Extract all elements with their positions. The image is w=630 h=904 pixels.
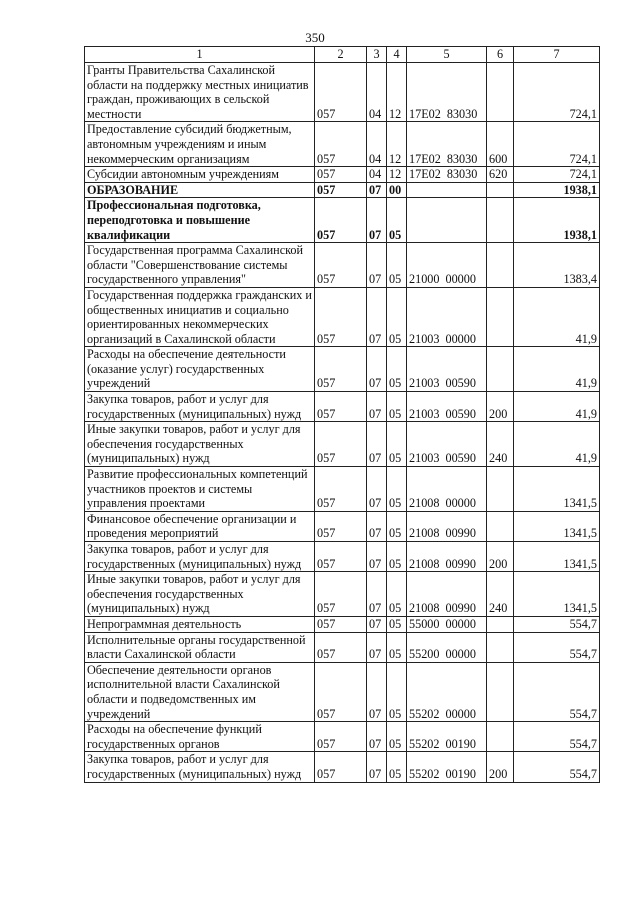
subsection-code-cell: 12 bbox=[387, 167, 407, 183]
section-code-cell: 07 bbox=[367, 752, 387, 782]
ministry-code-cell: 057 bbox=[315, 122, 367, 167]
column-header: 7 bbox=[514, 47, 600, 63]
target-article-direction: 00000 bbox=[445, 647, 476, 662]
ministry-code-cell: 057 bbox=[315, 392, 367, 422]
target-article-direction: 00990 bbox=[445, 601, 476, 616]
expense-type-cell bbox=[487, 243, 514, 288]
section-code-cell: 04 bbox=[367, 122, 387, 167]
amount-cell: 1341,5 bbox=[514, 572, 600, 617]
target-article-cell bbox=[407, 752, 487, 782]
target-article-cell bbox=[407, 632, 487, 662]
column-header: 1 bbox=[85, 47, 315, 63]
amount-cell: 724,1 bbox=[514, 122, 600, 167]
row-name-cell: Профессиональная подготовка, переподготовка и повышение квалификации bbox=[85, 198, 315, 243]
subsection-code-cell: 05 bbox=[387, 467, 407, 512]
target-article-direction: 00590 bbox=[445, 406, 476, 421]
amount-cell: 1938,1 bbox=[514, 198, 600, 243]
subsection-code-cell: 05 bbox=[387, 632, 407, 662]
target-article-cell bbox=[407, 287, 487, 346]
table-row bbox=[85, 122, 600, 167]
expense-type-cell bbox=[487, 662, 514, 721]
target-article-direction: 00000 bbox=[445, 706, 476, 721]
amount-cell: 554,7 bbox=[514, 722, 600, 752]
amount-cell: 554,7 bbox=[514, 662, 600, 721]
table-row bbox=[85, 167, 600, 183]
target-article-program: 21008 bbox=[409, 556, 440, 571]
ministry-code-cell: 057 bbox=[315, 198, 367, 243]
section-code-cell: 07 bbox=[367, 467, 387, 512]
target-article-cell bbox=[407, 572, 487, 617]
column-header: 3 bbox=[367, 47, 387, 63]
table-row bbox=[85, 467, 600, 512]
subsection-code-cell: 05 bbox=[387, 243, 407, 288]
amount-cell: 1383,4 bbox=[514, 243, 600, 288]
ministry-code-cell: 057 bbox=[315, 63, 367, 122]
expense-type-cell: 240 bbox=[487, 422, 514, 467]
row-name-cell: Расходы на обеспечение деятельности (оказание услуг) государственных учреждений bbox=[85, 347, 315, 392]
amount-cell: 554,7 bbox=[514, 616, 600, 632]
expense-type-cell bbox=[487, 722, 514, 752]
table-row bbox=[85, 662, 600, 721]
row-name-cell: Непрограммная деятельность bbox=[85, 616, 315, 632]
table-row bbox=[85, 198, 600, 243]
target-article-direction: 00590 bbox=[445, 451, 476, 466]
amount-cell: 1341,5 bbox=[514, 511, 600, 541]
subsection-code-cell: 05 bbox=[387, 392, 407, 422]
ministry-code-cell: 057 bbox=[315, 752, 367, 782]
target-article-direction: 00000 bbox=[445, 496, 476, 511]
target-article-program: 17Е02 bbox=[409, 106, 441, 121]
section-code-cell: 07 bbox=[367, 347, 387, 392]
target-article-cell bbox=[407, 198, 487, 243]
expense-type-cell bbox=[487, 632, 514, 662]
table-row bbox=[85, 243, 600, 288]
target-article-program: 21003 bbox=[409, 406, 440, 421]
section-code-cell: 07 bbox=[367, 616, 387, 632]
target-article-cell bbox=[407, 422, 487, 467]
row-name-cell: Иные закупки товаров, работ и услуг для обеспечения государственных (муниципальных) нужд bbox=[85, 422, 315, 467]
ministry-code-cell: 057 bbox=[315, 662, 367, 721]
column-header: 6 bbox=[487, 47, 514, 63]
table-row bbox=[85, 752, 600, 782]
subsection-code-cell: 05 bbox=[387, 347, 407, 392]
target-article-program: 17Е02 bbox=[409, 151, 441, 166]
amount-cell: 41,9 bbox=[514, 347, 600, 392]
table-row bbox=[85, 182, 600, 198]
target-article-program: 55200 bbox=[409, 647, 440, 662]
expense-type-cell: 620 bbox=[487, 167, 514, 183]
expense-type-cell bbox=[487, 616, 514, 632]
target-article-direction: 00190 bbox=[445, 766, 476, 781]
target-article-cell bbox=[407, 467, 487, 512]
column-header: 5 bbox=[407, 47, 487, 63]
target-article-program: 55202 bbox=[409, 706, 440, 721]
subsection-code-cell: 12 bbox=[387, 122, 407, 167]
target-article-program: 55202 bbox=[409, 766, 440, 781]
expense-type-cell bbox=[487, 511, 514, 541]
expense-type-cell bbox=[487, 467, 514, 512]
subsection-code-cell: 05 bbox=[387, 198, 407, 243]
section-code-cell: 07 bbox=[367, 182, 387, 198]
ministry-code-cell: 057 bbox=[315, 542, 367, 572]
target-article-cell bbox=[407, 347, 487, 392]
section-code-cell: 07 bbox=[367, 662, 387, 721]
ministry-code-cell: 057 bbox=[315, 243, 367, 288]
target-article-program: 21008 bbox=[409, 601, 440, 616]
section-code-cell: 07 bbox=[367, 511, 387, 541]
ministry-code-cell: 057 bbox=[315, 572, 367, 617]
section-code-cell: 04 bbox=[367, 63, 387, 122]
row-name-cell: Предоставление субсидий бюджетным, автономным учреждениям и иным некоммерческим организациям bbox=[85, 122, 315, 167]
target-article-cell bbox=[407, 63, 487, 122]
subsection-code-cell: 05 bbox=[387, 572, 407, 617]
ministry-code-cell: 057 bbox=[315, 632, 367, 662]
table-row bbox=[85, 511, 600, 541]
ministry-code-cell: 057 bbox=[315, 511, 367, 541]
table-row bbox=[85, 347, 600, 392]
amount-cell: 724,1 bbox=[514, 167, 600, 183]
section-code-cell: 07 bbox=[367, 572, 387, 617]
section-code-cell: 07 bbox=[367, 542, 387, 572]
table-row bbox=[85, 616, 600, 632]
subsection-code-cell: 05 bbox=[387, 542, 407, 572]
target-article-direction: 00990 bbox=[445, 556, 476, 571]
target-article-cell bbox=[407, 122, 487, 167]
expense-type-cell: 200 bbox=[487, 392, 514, 422]
expense-type-cell bbox=[487, 63, 514, 122]
amount-cell: 554,7 bbox=[514, 752, 600, 782]
expense-type-cell bbox=[487, 198, 514, 243]
section-code-cell: 07 bbox=[367, 422, 387, 467]
target-article-direction: 00000 bbox=[445, 272, 476, 287]
expense-type-cell: 600 bbox=[487, 122, 514, 167]
amount-cell: 724,1 bbox=[514, 63, 600, 122]
table-row bbox=[85, 63, 600, 122]
section-code-cell: 07 bbox=[367, 287, 387, 346]
amount-cell: 41,9 bbox=[514, 392, 600, 422]
target-article-program: 55202 bbox=[409, 736, 440, 751]
table-row bbox=[85, 572, 600, 617]
target-article-program: 21003 bbox=[409, 376, 440, 391]
target-article-direction: 83030 bbox=[446, 106, 478, 121]
amount-cell: 1341,5 bbox=[514, 467, 600, 512]
row-name-cell: Иные закупки товаров, работ и услуг для обеспечения государственных (муниципальных) нужд bbox=[85, 572, 315, 617]
target-article-cell bbox=[407, 392, 487, 422]
column-header: 2 bbox=[315, 47, 367, 63]
amount-cell: 1341,5 bbox=[514, 542, 600, 572]
section-code-cell: 07 bbox=[367, 632, 387, 662]
row-name-cell: Расходы на обеспечение функций государственных органов bbox=[85, 722, 315, 752]
expense-type-cell: 200 bbox=[487, 542, 514, 572]
ministry-code-cell: 057 bbox=[315, 167, 367, 183]
target-article-cell bbox=[407, 167, 487, 183]
row-name-cell: Закупка товаров, работ и услуг для государственных (муниципальных) нужд bbox=[85, 542, 315, 572]
section-code-cell: 07 bbox=[367, 392, 387, 422]
subsection-code-cell: 05 bbox=[387, 752, 407, 782]
target-article-cell bbox=[407, 182, 487, 198]
expense-type-cell bbox=[487, 287, 514, 346]
table-row bbox=[85, 392, 600, 422]
budget-table bbox=[84, 46, 600, 783]
target-article-program: 17Е02 bbox=[409, 167, 441, 182]
subsection-code-cell: 05 bbox=[387, 511, 407, 541]
section-code-cell: 07 bbox=[367, 722, 387, 752]
row-name-cell: Развитие профессиональных компетенций участников проектов и системы управления проектами bbox=[85, 467, 315, 512]
amount-cell: 41,9 bbox=[514, 287, 600, 346]
target-article-program: 21000 bbox=[409, 272, 440, 287]
section-code-cell: 07 bbox=[367, 243, 387, 288]
row-name-cell: Исполнительные органы государственной власти Сахалинской области bbox=[85, 632, 315, 662]
subsection-code-cell: 05 bbox=[387, 422, 407, 467]
header-row bbox=[85, 47, 600, 63]
target-article-program: 21003 bbox=[409, 331, 440, 346]
table-row bbox=[85, 632, 600, 662]
subsection-code-cell: 05 bbox=[387, 662, 407, 721]
section-code-cell: 04 bbox=[367, 167, 387, 183]
page-number: 350 bbox=[305, 30, 325, 45]
target-article-cell bbox=[407, 722, 487, 752]
target-article-cell bbox=[407, 243, 487, 288]
row-name-cell: Закупка товаров, работ и услуг для государственных (муниципальных) нужд bbox=[85, 392, 315, 422]
subsection-code-cell: 12 bbox=[387, 63, 407, 122]
target-article-direction: 00000 bbox=[445, 616, 476, 631]
row-name-cell: Государственная поддержка гражданских и общественных инициатив и социально ориентированных некоммерческих организаций в Сахалинской области bbox=[85, 287, 315, 346]
target-article-program: 21003 bbox=[409, 451, 440, 466]
table-row bbox=[85, 422, 600, 467]
target-article-direction: 00190 bbox=[445, 736, 476, 751]
expense-type-cell: 200 bbox=[487, 752, 514, 782]
ministry-code-cell: 057 bbox=[315, 422, 367, 467]
column-header: 4 bbox=[387, 47, 407, 63]
row-name-cell: Государственная программа Сахалинской области "Совершенствование системы государственного управления" bbox=[85, 243, 315, 288]
amount-cell: 554,7 bbox=[514, 632, 600, 662]
target-article-cell bbox=[407, 511, 487, 541]
target-article-program: 55000 bbox=[409, 616, 440, 631]
target-article-direction: 83030 bbox=[446, 151, 478, 166]
ministry-code-cell: 057 bbox=[315, 616, 367, 632]
expense-type-cell bbox=[487, 182, 514, 198]
ministry-code-cell: 057 bbox=[315, 722, 367, 752]
target-article-program: 21008 bbox=[409, 526, 440, 541]
subsection-code-cell: 05 bbox=[387, 722, 407, 752]
ministry-code-cell: 057 bbox=[315, 182, 367, 198]
target-article-direction: 83030 bbox=[446, 167, 478, 182]
row-name-cell: Субсидии автономным учреждениям bbox=[85, 167, 315, 183]
amount-cell: 1938,1 bbox=[514, 182, 600, 198]
ministry-code-cell: 057 bbox=[315, 347, 367, 392]
ministry-code-cell: 057 bbox=[315, 287, 367, 346]
expense-type-cell: 240 bbox=[487, 572, 514, 617]
target-article-cell bbox=[407, 616, 487, 632]
row-name-cell: ОБРАЗОВАНИЕ bbox=[85, 182, 315, 198]
row-name-cell: Гранты Правительства Сахалинской области на поддержку местных инициатив граждан, проживающих в сельской местности bbox=[85, 63, 315, 122]
target-article-program: 21008 bbox=[409, 496, 440, 511]
target-article-cell bbox=[407, 662, 487, 721]
target-article-direction: 00590 bbox=[445, 376, 476, 391]
target-article-cell bbox=[407, 542, 487, 572]
target-article-direction: 00990 bbox=[445, 526, 476, 541]
subsection-code-cell: 05 bbox=[387, 616, 407, 632]
target-article-direction: 00000 bbox=[445, 331, 476, 346]
subsection-code-cell: 05 bbox=[387, 287, 407, 346]
subsection-code-cell: 00 bbox=[387, 182, 407, 198]
section-code-cell: 07 bbox=[367, 198, 387, 243]
row-name-cell: Закупка товаров, работ и услуг для государственных (муниципальных) нужд bbox=[85, 752, 315, 782]
ministry-code-cell: 057 bbox=[315, 467, 367, 512]
row-name-cell: Финансовое обеспечение организации и проведения мероприятий bbox=[85, 511, 315, 541]
row-name-cell: Обеспечение деятельности органов исполнительной власти Сахалинской области и подведомственных им учреждений bbox=[85, 662, 315, 721]
table-row bbox=[85, 287, 600, 346]
table-row bbox=[85, 722, 600, 752]
expense-type-cell bbox=[487, 347, 514, 392]
table-row bbox=[85, 542, 600, 572]
amount-cell: 41,9 bbox=[514, 422, 600, 467]
